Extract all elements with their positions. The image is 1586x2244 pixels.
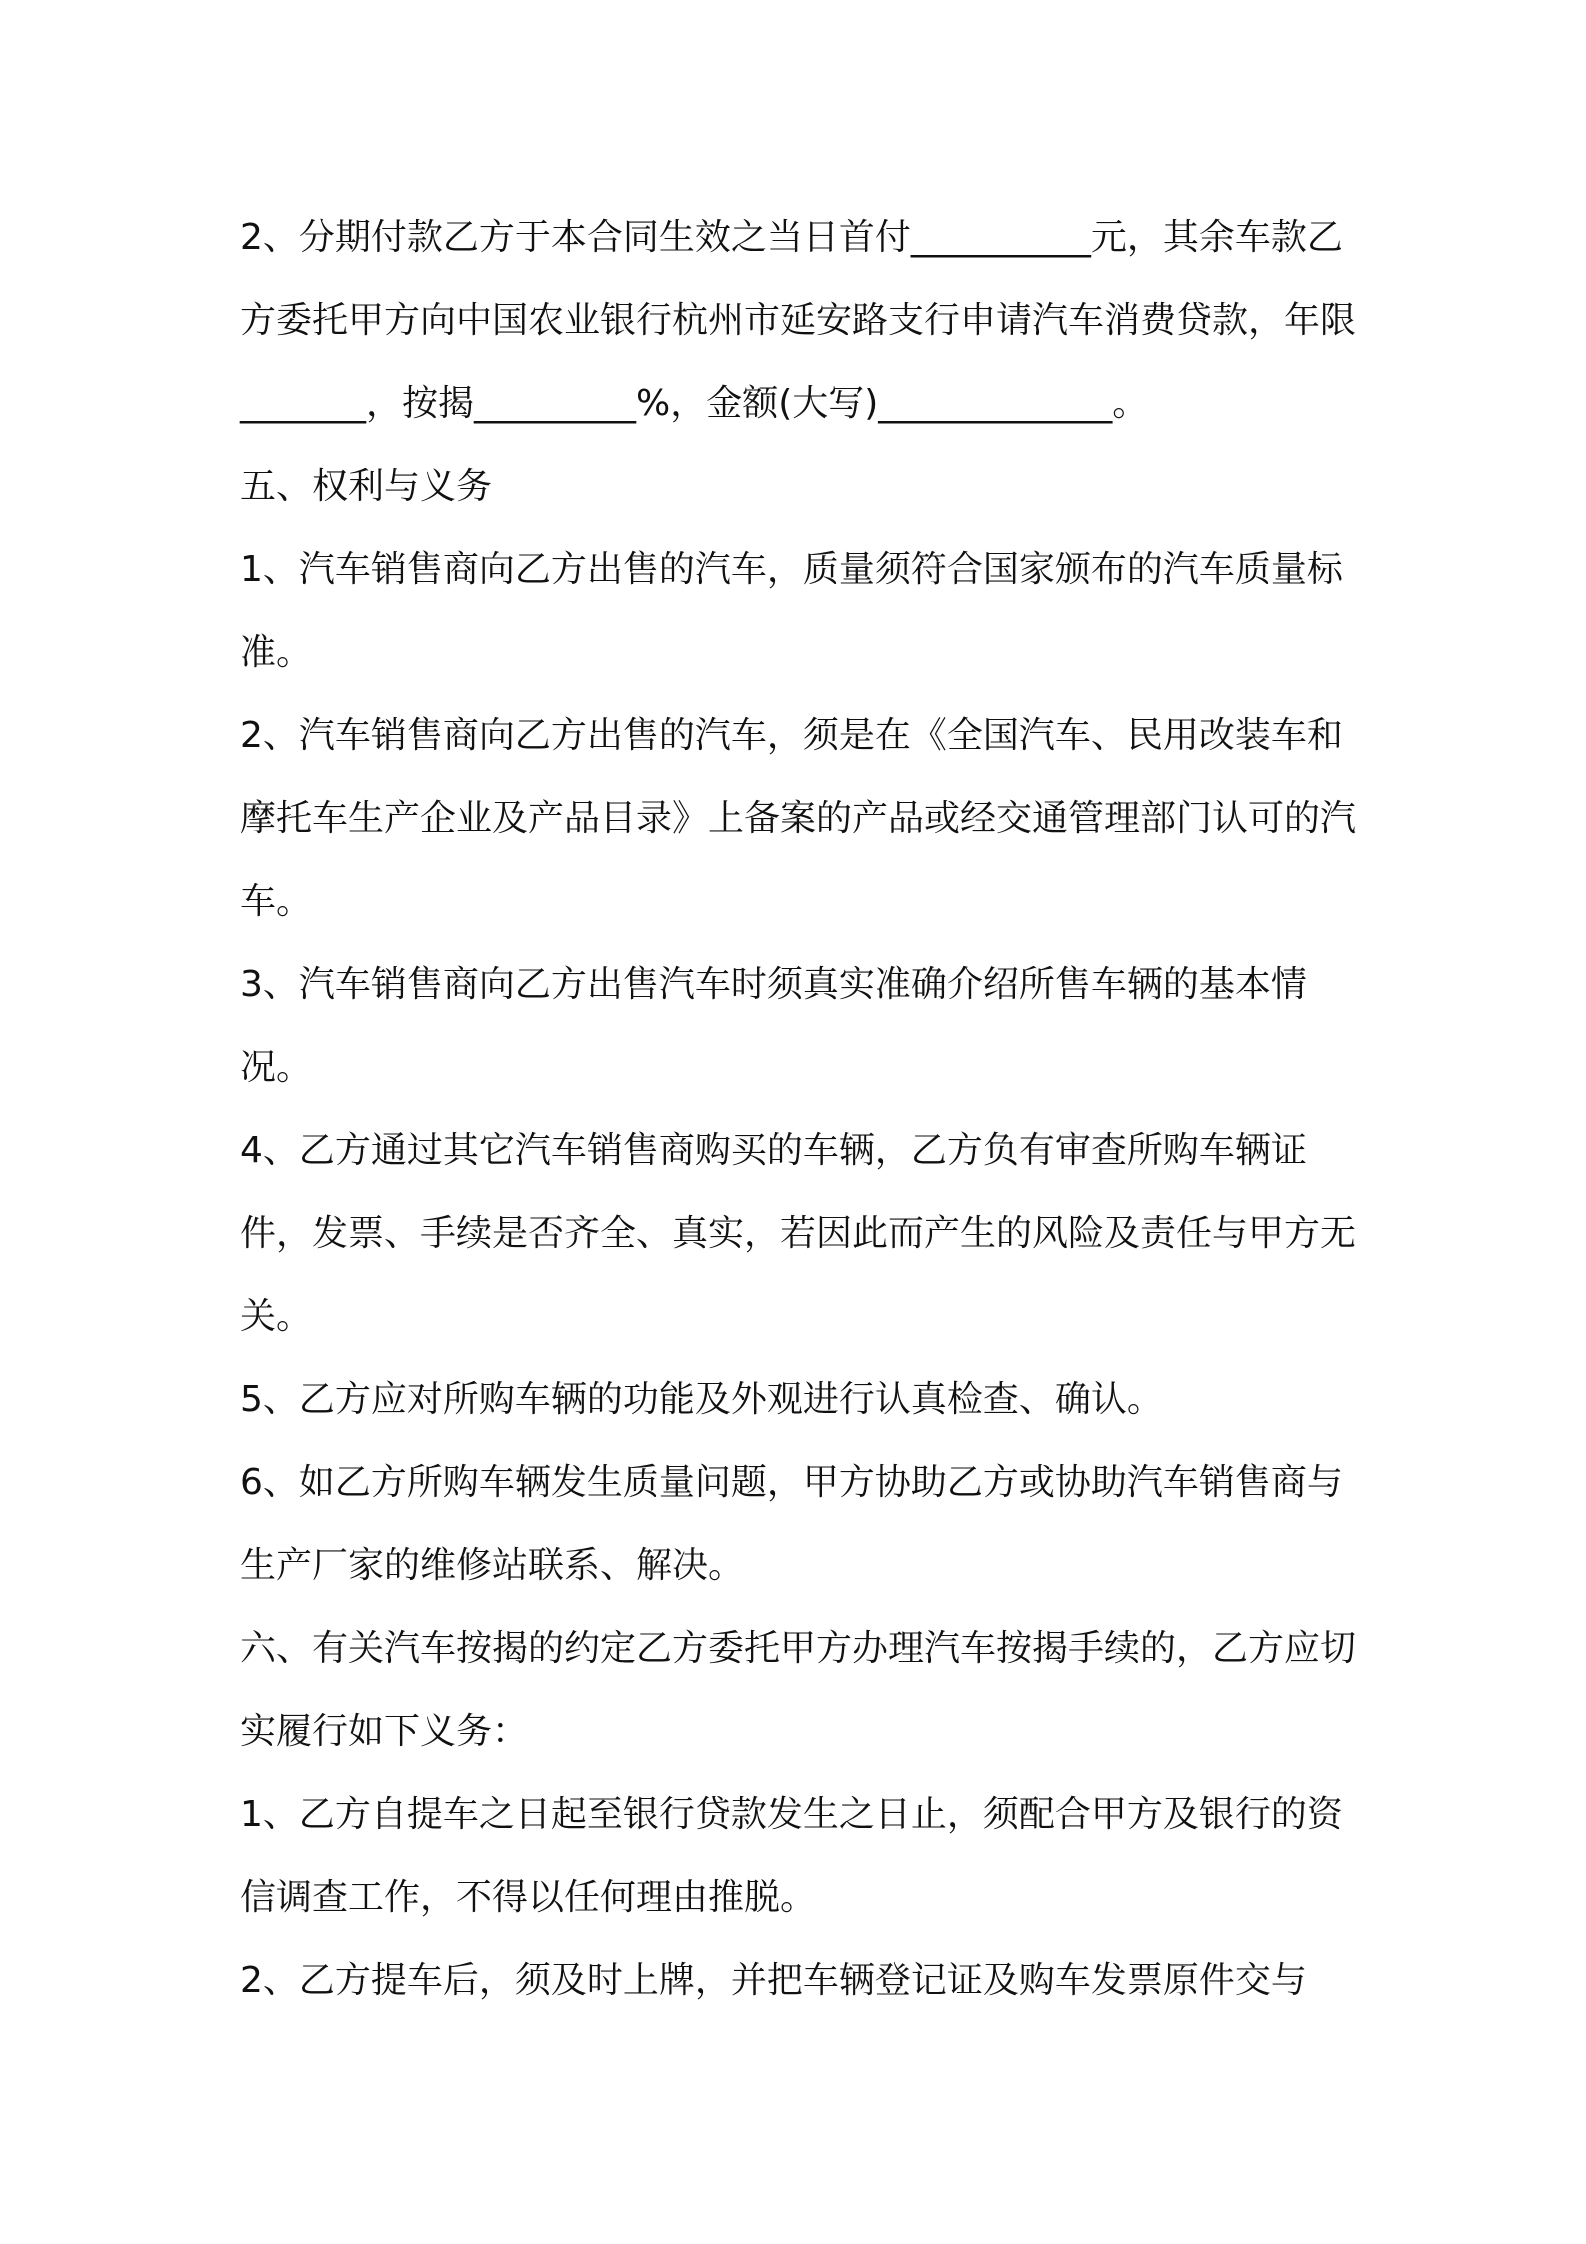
paragraph-item-6-quality-issues: 6、如乙方所购车辆发生质量问题，甲方协助乙方或协助汽车销售商与生产厂家的维修站联系、解决。 (240, 1462, 1343, 1586)
paragraph-mortgage-item-2: 2、乙方提车后，须及时上牌，并把车辆登记证及购车发票原件交与 (240, 1960, 1307, 2001)
paragraph-mortgage-item-1: 1、乙方自提车之日起至银行贷款发生之日止，须配合甲方及银行的资信调查工作，不得以任何理由推脱。 (240, 1794, 1343, 1918)
paragraph-item-3-disclosure: 3、汽车销售商向乙方出售汽车时须真实准确介绍所售车辆的基本情况。 (240, 964, 1307, 1088)
paragraph-item-4-verification: 4、乙方通过其它汽车销售商购买的车辆，乙方负有审查所购车辆证件，发票、手续是否齐全、真实，若因此而产生的风险及责任与甲方无关。 (240, 1130, 1357, 1337)
section-heading-rights-obligations: 五、权利与义务 (240, 466, 493, 507)
paragraph-item-5-inspection: 5、乙方应对所购车辆的功能及外观进行认真检查、确认。 (240, 1379, 1163, 1420)
section-heading-mortgage: 六、有关汽车按揭的约定乙方委托甲方办理汽车按揭手续的，乙方应切实履行如下义务： (240, 1628, 1357, 1752)
paragraph-installment-payment: 2、分期付款乙方于本合同生效之当日首付__________元，其余车款乙方委托甲方向中国农业银行杭州市延安路支行申请汽车消费贷款，年限_______，按揭_________%，金额(大写)_____________。 (240, 217, 1357, 424)
document-body (240, 196, 1360, 2022)
paragraph-item-2-catalog: 2、汽车销售商向乙方出售的汽车，须是在《全国汽车、民用改装车和摩托车生产企业及产品目录》上备案的产品或经交通管理部门认可的汽车。 (240, 715, 1357, 922)
paragraph-item-1-quality: 1、汽车销售商向乙方出售的汽车，质量须符合国家颁布的汽车质量标准。 (240, 549, 1343, 673)
